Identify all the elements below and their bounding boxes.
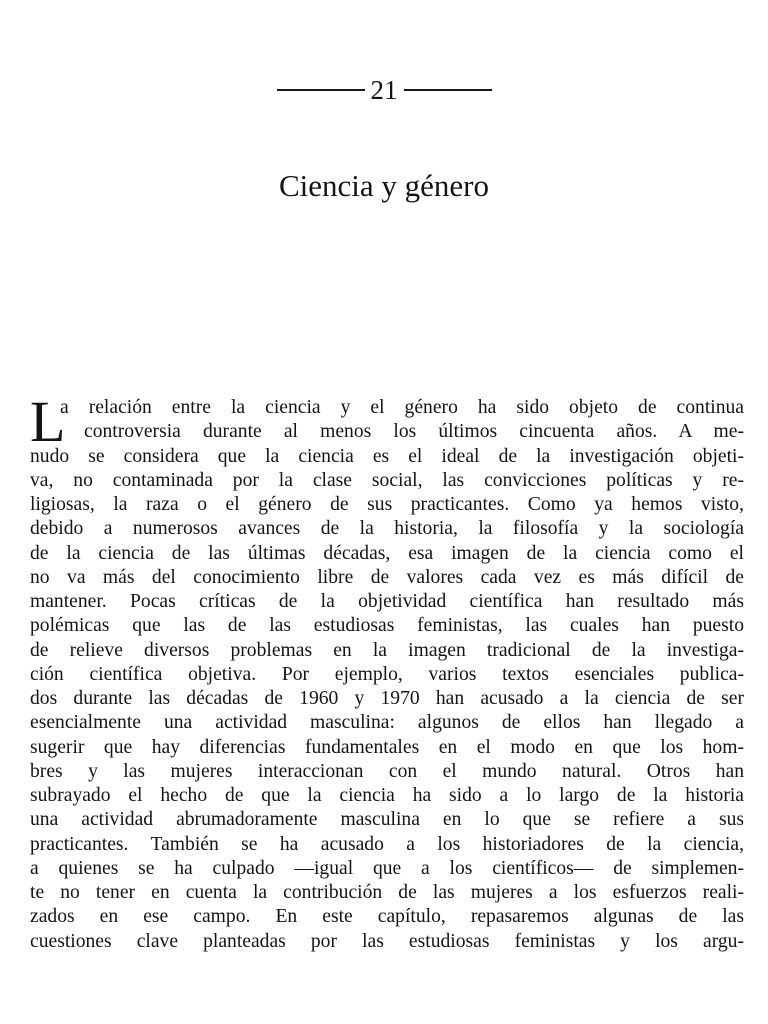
chapter-header (0, 72, 768, 108)
body-line: te no tener en cuenta la contribución de las mujeres a los esfuerzos reali- (30, 882, 744, 903)
body-line: debido a numerosos avances de la historia, la filosofía y la sociología (30, 518, 744, 540)
body-line: ligiosas, la raza o el género de sus practicantes. Como ya hemos visto, (30, 494, 744, 515)
body-line: controversia durante al menos los últimos cincuenta años. A me- (84, 421, 744, 443)
body-line: mantener. Pocas críticas de la objetividad científica han resultado más (30, 591, 744, 612)
body-line: va, no contaminada por la clase social, las convicciones políticas y re- (30, 469, 744, 491)
chapter-rule-right (404, 89, 492, 91)
body-line: subrayado el hecho de que la ciencia ha sido a lo largo de la historia (30, 785, 744, 806)
body-line: dos durante las décadas de 1960 y 1970 han acusado a la ciencia de ser (30, 688, 744, 709)
body-line: nudo se considera que la ciencia es el ideal de la investigación objeti- (30, 445, 744, 467)
body-line: sugerir que hay diferencias fundamentales en el modo en que los hom- (30, 736, 744, 758)
chapter-number: 21 (370, 75, 398, 105)
body-line: una actividad abrumadoramente masculina en lo que se refiere a sus (30, 809, 744, 831)
body-line: de relieve diversos problemas en la imagen tradicional de la investiga- (30, 639, 744, 661)
chapter-title: Ciencia y género (278, 168, 490, 203)
body-line: zados en ese campo. En este capítulo, repasaremos algunas de las (30, 906, 744, 928)
body-paragraph (30, 389, 744, 954)
body-line: polémicas que las de las estudiosas feministas, las cuales han puesto (30, 615, 744, 637)
body-line: practicantes. También se ha acusado a los historiadores de la ciencia, (30, 833, 744, 855)
body-line: esencialmente una actividad masculina: algunos de ellos han llegado a (30, 712, 744, 734)
chapter-rule-left (277, 89, 365, 91)
body-line: de la ciencia de las últimas décadas, esa imagen de la ciencia como el (30, 542, 744, 564)
body-line: cuestiones clave planteadas por las estudiosas feministas y los argu- (30, 930, 744, 952)
body-line: a quienes se ha culpado —igual que a los científicos— de simplemen- (30, 857, 744, 879)
drop-cap: L (30, 389, 66, 454)
body-line: bres y las mujeres interaccionan con el mundo natural. Otros han (30, 760, 744, 782)
body-line: a relación entre la ciencia y el género ha sido objeto de continua (60, 397, 744, 418)
body-line: no va más del conocimiento libre de valores cada vez es más difícil de (30, 566, 744, 588)
body-line: ción científica objetiva. Por ejemplo, varios textos esenciales publica- (30, 663, 744, 685)
